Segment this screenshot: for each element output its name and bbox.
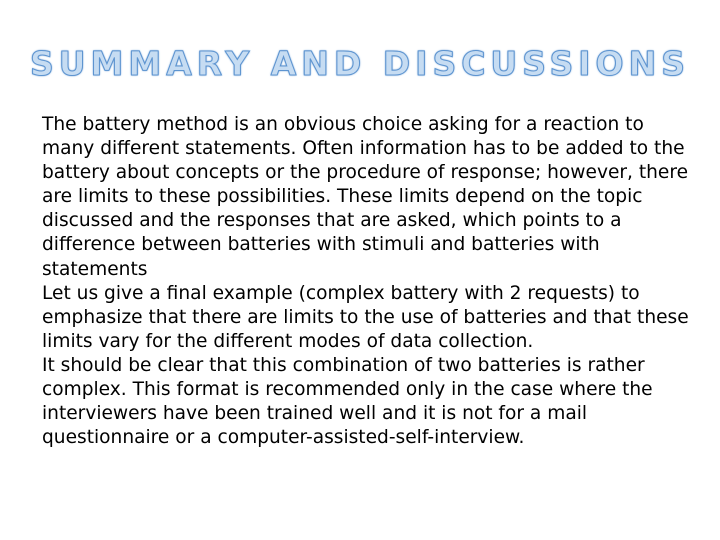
slide-body	[42, 113, 692, 450]
paragraph-battery-method: The battery method is an obvious choice asking for a reaction to many different statements. Often information has to be added to the battery about concepts or the procedure of response; however, there are limits to these possibilities. These limits depend on the topic discussed and the responses that are asked, which points to a difference between batteries with stimuli and batteries with statements	[42, 114, 689, 280]
paragraph-final-example: Let us give a final example (complex battery with 2 requests) to emphasize that there are limits to the use of batteries and that these limits vary for the different modes of data collection.	[42, 282, 689, 352]
slide-title: SUMMARY AND DISCUSSIONS	[29, 44, 691, 83]
paragraph-complex-combination: It should be clear that this combination of two batteries is rather complex. This format is recommended only in the case where the interviewers have been trained well and it is not for a mail questionnaire or a computer-assisted-self-interview.	[42, 354, 653, 449]
